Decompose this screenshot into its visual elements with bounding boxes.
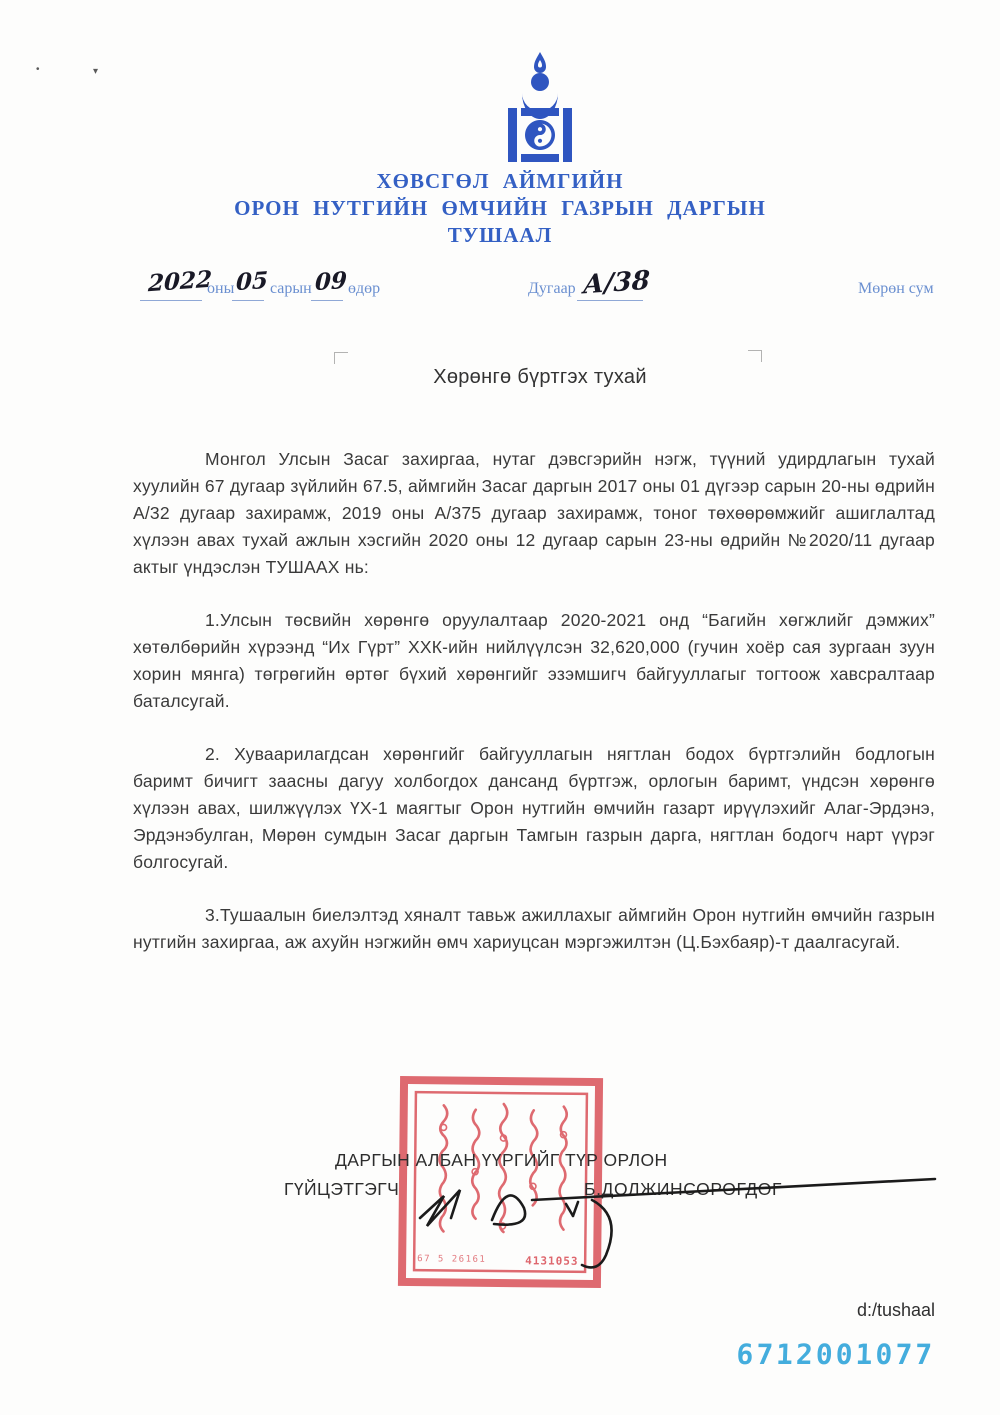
signature-scribble	[270, 1140, 950, 1270]
stamp-number-right: 4131053	[525, 1254, 579, 1268]
handwritten-day: 09	[314, 266, 348, 297]
clause-2: 2. Хуваарилагдсан хөрөнгийг байгууллагын нягтлан бодох бүртгэлийн бодлогын баримт бичигт заасны дагуу холбогдох дансанд бүртгэж, орлогын баримт, үндсэн хөрөнгө хүлээн авах, шилжүүлэх ҮХ-1 маягтыг Орон нутгийн өмчийн газарт ирүүлэхийг Алаг-Эрдэнэ, Эрдэнэбулган, Мөрөн сумдын Засаг даргын Тамгын газрын дарга, нягтлан бодогч нарт үүрэг болгосугай.	[133, 744, 935, 872]
clause-1: 1.Улсын төсвийн хөрөнгө оруулалтаар 2020-2021 онд “Багийн хөгжлийг дэмжих” хөтөлбөрийн хүрээнд “Их Гүрт” ХХК-ийн нийлүүлсэн 32,620,000 (гучин хоёр сая зургаан зуун хорин мянга) төгрөгийн өртөг бүхий хөрөнгийг эзэмшигч байгууллагыг тогтоож хавсралтаар баталсугай.	[133, 610, 935, 711]
month-label: сарын	[270, 280, 312, 297]
number-label: Дугаар	[528, 280, 576, 297]
month-underline	[232, 300, 264, 301]
stamp-number-left: 67 5 26161	[417, 1254, 487, 1265]
day-underline	[311, 300, 343, 301]
signer-name: Б.ДОЛЖИНСОРОГДОГ	[584, 1179, 783, 1199]
org-name-line1: ХӨВСГӨЛ АЙМГИЙН	[376, 169, 624, 193]
doc-type-title: ТУШААЛ	[447, 223, 553, 247]
soyombo-emblem-icon	[506, 52, 574, 162]
signer-title-line1: ДАРГЫН АЛБАН ҮҮРГИЙГ ТҮР ОРЛОН	[335, 1150, 668, 1170]
handwritten-year: 2022	[147, 265, 213, 298]
handwritten-number: А/38	[582, 265, 651, 301]
clause-3: 3.Тушаалын биелэлтэд хяналт тавьж ажиллахыг аймгийн Орон нутгийн өмчийн газрын нутгийн захиргаа, аж ахуйн нэгжийн өмч хариуцсан мэргэжилтэн (Ц.Бэхбаяр)-т даалгасугай.	[133, 905, 935, 952]
number-underline	[577, 300, 643, 301]
signer-title-line2: ГҮЙЦЭТГЭГЧ	[284, 1179, 400, 1199]
day-label: өдөр	[348, 280, 381, 297]
decree-body	[133, 446, 935, 982]
year-underline	[140, 300, 202, 301]
subject-title: Хөрөнгө бүртгэх тухай	[433, 366, 647, 388]
year-label: оны	[207, 280, 235, 297]
scan-speck: •	[36, 64, 40, 75]
date-number-row	[0, 265, 1000, 314]
registration-number-stamp: 6712001077	[735, 1338, 936, 1371]
scan-speck: ▾	[93, 66, 99, 77]
crop-mark-left	[334, 352, 348, 364]
org-name-line2: ОРОН НУТГИЙН ӨМЧИЙН ГАЗРЫН ДАРГЫН	[234, 196, 766, 220]
location-label: Мөрөн сум	[858, 280, 934, 297]
file-reference: d:/tushaal	[856, 1300, 935, 1320]
handwritten-month: 05	[235, 266, 269, 297]
intro-paragraph: Монгол Улсын Засаг захиргаа, нутаг дэвсгэрийн нэгж, түүний удирдлагын тухай хуулийн 67 дугаар зүйлийн 67.5, аймгийн Засаг даргын 2017 оны 01 дүгээр сарын 20-ны өдрийн А/32 дугаар захирамж, 2019 оны А/375 дугаар захирамж, тоног төхөөрөмжийг ашиглалтад хүлээн авах тухай ажлын хэсгийн 2020 оны 12 дугаар сарын 23-ны өдрийн №2020/11 дугаар актыг үндэслэн ТУШААХ нь:	[133, 449, 935, 577]
crop-mark-right	[748, 350, 762, 362]
